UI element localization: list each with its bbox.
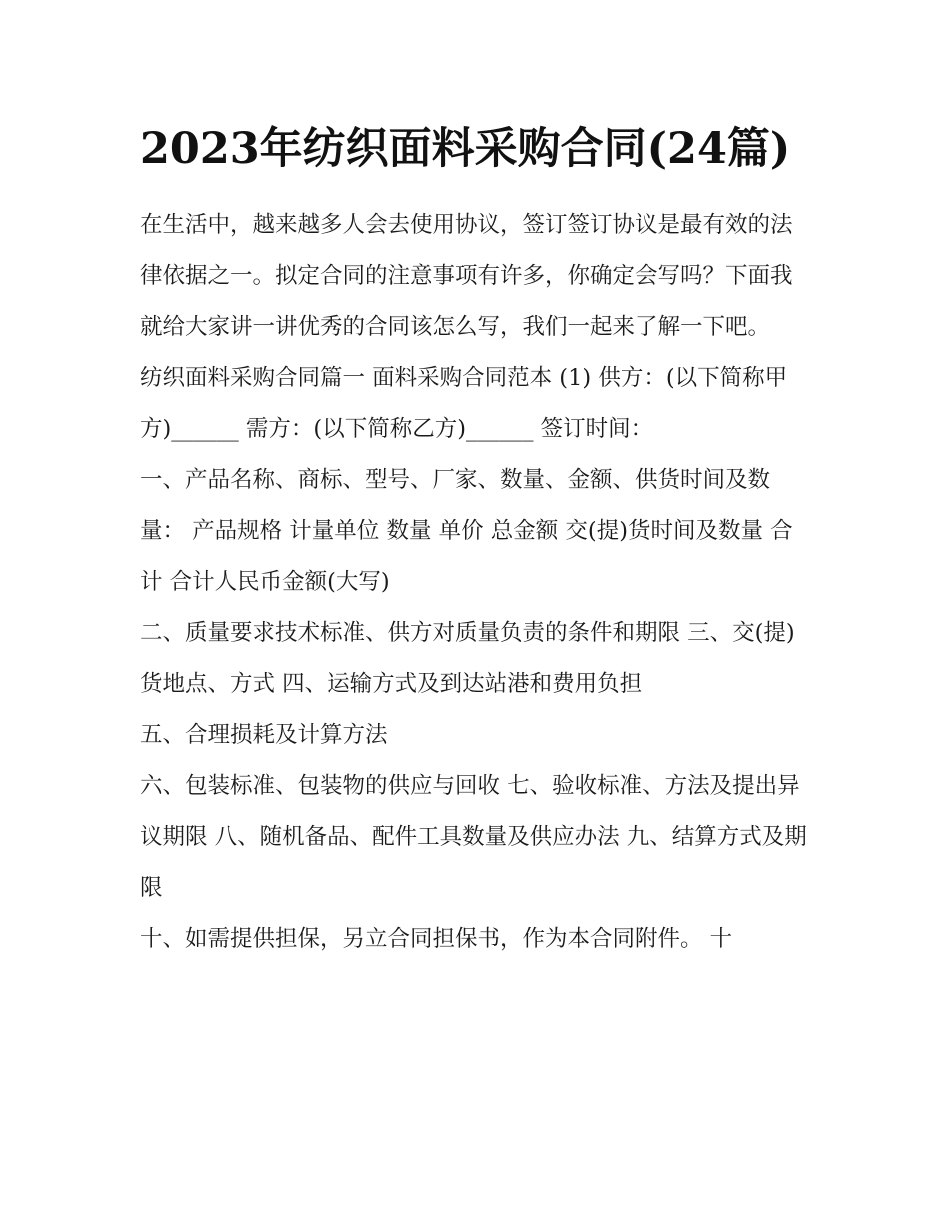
clause-6-9-paragraph: 六、包装标准、包装物的供应与回收 七、验收标准、方法及提出异议期限 八、随机备品、配件工具数量及供应办法 九、结算方式及期限	[140, 773, 807, 901]
clause-2-4-paragraph: 二、质量要求技术标准、供方对质量负责的条件和期限 三、交(提)货地点、方式 四、运输方式及到达站港和费用负担	[140, 620, 795, 697]
document-body	[140, 118, 812, 965]
contract-header-paragraph: 纺织面料采购合同篇一 面料采购合同范本 (1) 供方：(以下简称甲方)______ 需方：(以下简称乙方)______ 签订时间：	[140, 365, 788, 442]
clause-10-paragraph: 十、如需提供担保，另立合同担保书，作为本合同附件。 十	[140, 926, 733, 952]
clause-1-paragraph: 一、产品名称、商标、型号、厂家、数量、金额、供货时间及数量： 产品规格 计量单位 数量 单价 总金额 交(提)货时间及数量 合计 合计人民币金额(大写)	[140, 467, 793, 595]
document-title: 2023年纺织面料采购合同(24篇)	[140, 124, 791, 174]
clause-5-paragraph: 五、合理损耗及计算方法	[140, 722, 388, 748]
intro-paragraph: 在生活中，越来越多人会去使用协议，签订签订协议是最有效的法律依据之一。拟定合同的注意事项有许多，你确定会写吗？下面我就给大家讲一讲优秀的合同该怎么写，我们一起来了解一下吧。	[140, 212, 793, 340]
